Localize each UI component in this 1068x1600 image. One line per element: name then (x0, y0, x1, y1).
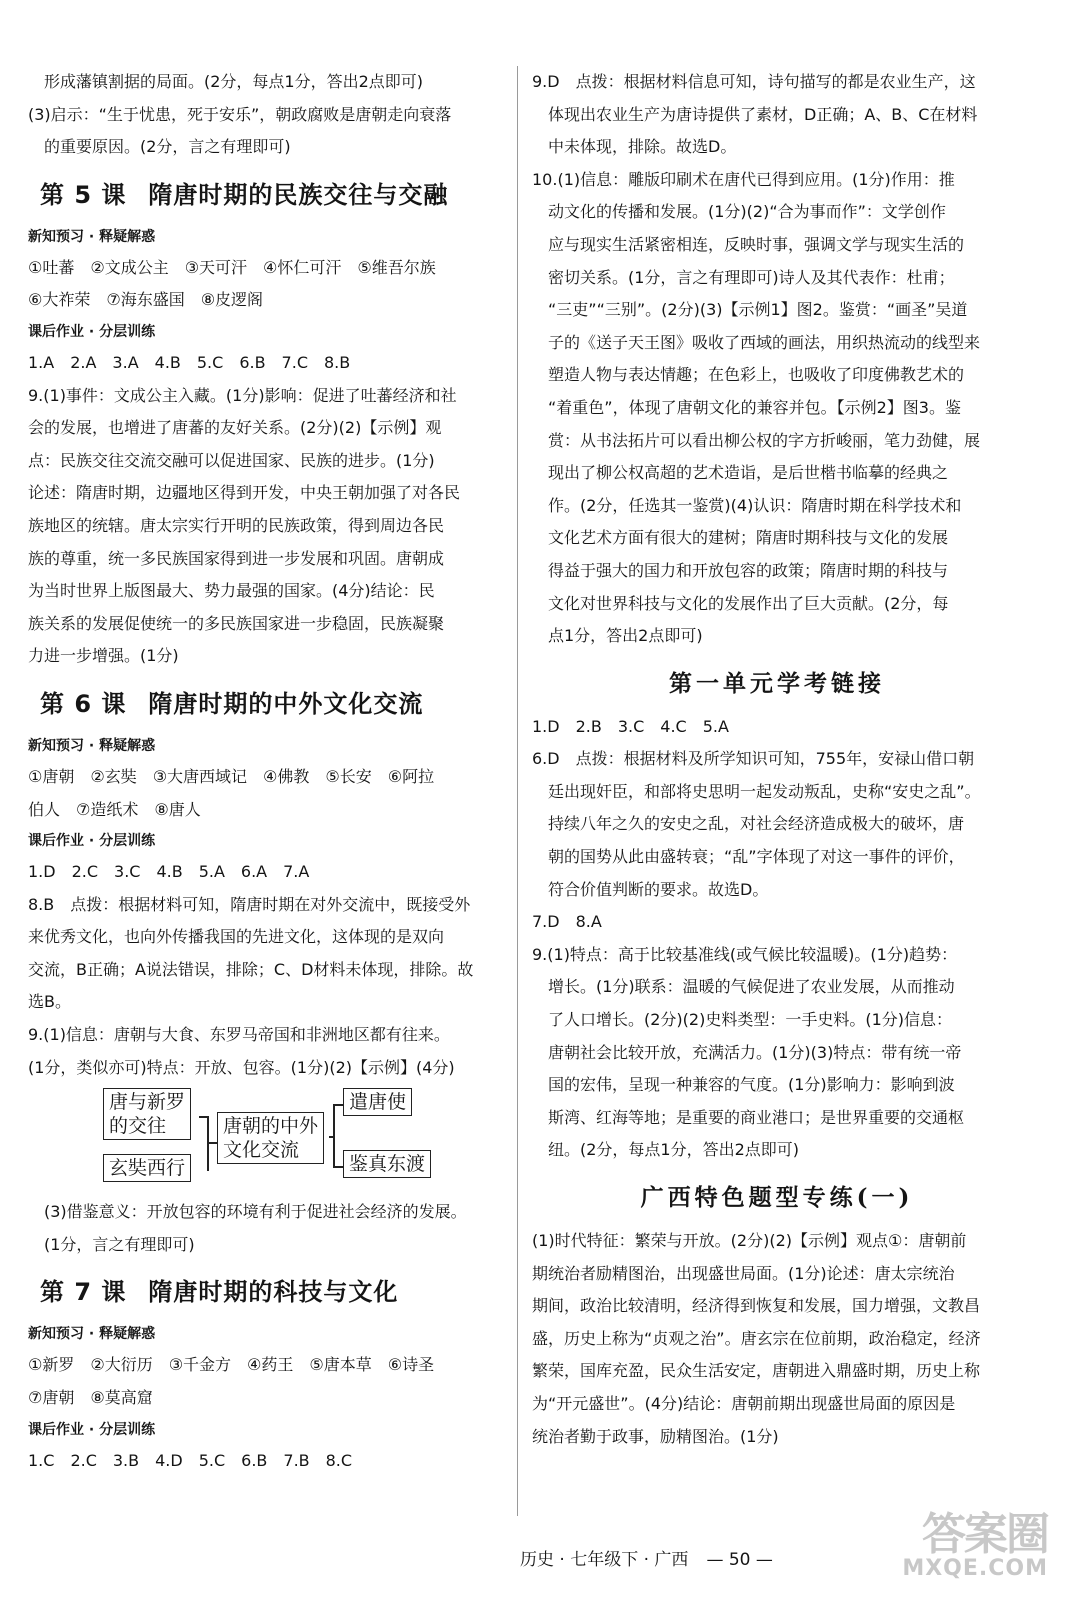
answer-line: 塑造人物与表达情趣；在色彩上，也吸收了印度佛教艺术的 (548, 365, 965, 385)
answer-line: 9.D 点拨：根据材料信息可知，诗句描写的都是农业生产，这 (532, 72, 976, 91)
answer-line: 为“开元盛世”。(4分)结论：唐朝前期出现盛世局面的原因是 (532, 1393, 956, 1413)
answer-line: 力进一步增强。(1分) (28, 646, 179, 666)
preview-line: ①唐朝 ②玄奘 ③大唐西域记 ④佛教 ⑤长安 ⑥阿拉 (28, 766, 435, 786)
answer-line: 会的发展，也增进了唐蕃的友好关系。(2分)(2)【示例】观 (28, 418, 442, 438)
intro-line: 形成藩镇割据的局面。(2分，每点1分，答出2点即可) (44, 72, 424, 91)
answer-line: 得益于强大的国力和开放包容的政策；隋唐时期的科技与 (548, 560, 949, 580)
answer-line: 中未体现，排除。故选D。 (548, 137, 737, 157)
answer-line: 为当时世界上版图最大、势力最强的国家。(4分)结论：民 (28, 581, 435, 601)
connector-line (333, 1166, 343, 1168)
lesson-title: 隋唐时期的科技与文化 (148, 1278, 399, 1307)
diagram-text: 的交往 (109, 1115, 167, 1138)
connector-line (333, 1104, 343, 1106)
answer-line: 纽。(2分，每点1分，答出2点即可) (548, 1140, 800, 1160)
connector-line (329, 1136, 335, 1138)
preview-line: ⑥大祚荣 ⑦海东盛国 ⑧皮逻阁 (28, 290, 264, 310)
answer-line: 族地区的统辖。唐太宗实行开明的民族政策，得到周边各民 (28, 515, 445, 535)
preview-line: ⑦唐朝 ⑧莫高窟 (28, 1388, 153, 1408)
lesson-6-heading (40, 687, 506, 721)
left-column (28, 66, 506, 1477)
lesson-title: 隋唐时期的民族交往与交融 (148, 180, 449, 209)
diagram-text: 玄奘西行 (109, 1157, 186, 1180)
answer-line: (3)借鉴意义：开放包容的环境有利于促进社会经济的发展。 (44, 1202, 467, 1222)
answer-line: “着重色”，体现了唐朝文化的兼容并包。【示例2】图3。鉴 (548, 397, 961, 417)
answer-line: 盛，历史上称为“贞观之治”。唐玄宗在位前期，政治稳定，经济 (532, 1328, 981, 1348)
answer-line: 9.(1)特点：高于比较基准线(或气候比较温暖)。(1分)趋势： (532, 944, 958, 964)
diagram-box-silla (103, 1088, 191, 1140)
answer-line: 1.D 2.C 3.C 4.B 5.A 6.A 7.A (28, 862, 310, 882)
cultural-exchange-diagram (103, 1086, 463, 1192)
answer-line: 族关系的发展促使统一的多民族国家进一步稳固，民族凝聚 (28, 613, 445, 633)
answer-line: 持续八年之久的安史之乱，对社会经济造成极大的破坏，唐 (548, 814, 965, 834)
answer-line: 期间，政治比较清明，经济得到恢复和发展，国力增强，文教昌 (532, 1296, 981, 1316)
answer-line: (1分，类似亦可)特点：开放、包容。(1分)(2)【示例】(4分) (28, 1057, 455, 1077)
answer-line: 斯湾、红海等地；是重要的商业港口；是世界重要的交通枢 (548, 1107, 965, 1127)
watermark-logo: 答案圈 (922, 1509, 1048, 1560)
answer-line: 论述：隋唐时期，边疆地区得到开发，中央王朝加强了对各民 (28, 483, 461, 503)
answer-line: 符合价值判断的要求。故选D。 (548, 879, 769, 899)
section-heading: 课后作业 · 分层训练 (28, 1421, 156, 1438)
intro-line: (3)启示：“生于忧患，死于安乐”，朝政腐败是唐朝走向衰落 (28, 104, 452, 124)
section-heading: 课后作业 · 分层训练 (28, 833, 156, 850)
answer-line: 10.(1)信息：雕版印刷术在唐代已得到应用。(1分)作用：推 (532, 169, 955, 189)
right-column (532, 66, 1022, 1453)
connector-line (207, 1142, 217, 1144)
section-heading: 新知预习 · 释疑解惑 (28, 737, 156, 754)
page-number: — 50 — (706, 1550, 773, 1570)
answer-line: 交流，B正确；A说法错误，排除；C、D材料未体现，排除。故 (28, 959, 474, 979)
lesson-7-heading (40, 1275, 506, 1309)
unit-1-heading: 第一单元学考链接 (669, 669, 885, 697)
answer-line: 文化艺术方面有很大的建树；隋唐时期科技与文化的发展 (548, 528, 949, 548)
answer-line: 6.D 点拨：根据材料及所学知识可知，755年，安禄山借口朝 (532, 749, 975, 769)
diagram-text: 遣唐使 (349, 1091, 407, 1114)
watermark (902, 1509, 1048, 1581)
lesson-title: 隋唐时期的中外文化交流 (148, 689, 424, 718)
diagram-box-jianzhen (343, 1150, 431, 1178)
answer-line: (1)时代特征：繁荣与开放。(2分)(2)【示例】观点①：唐朝前 (532, 1231, 967, 1250)
diagram-box-envoys (343, 1088, 412, 1116)
answer-line: 统治者勤于政事，励精图治。(1分) (532, 1426, 779, 1446)
answer-line: 体现出农业生产为唐诗提供了素材，D正确；A、B、C在材料 (548, 104, 978, 124)
preview-line: ①新罗 ②大衍历 ③千金方 ④药王 ⑤唐本草 ⑥诗圣 (28, 1355, 435, 1375)
answer-line: 现出了柳公权高超的艺术造诣，是后世楷书临摹的经典之 (548, 463, 949, 483)
answer-line: 1.D 2.B 3.C 4.C 5.A (532, 716, 729, 736)
answer-line: 点：民族交往交流交融可以促进国家、民族的进步。(1分) (28, 450, 435, 470)
answer-line: 族的尊重，统一多民族国家得到进一步发展和巩固。唐朝成 (28, 548, 445, 568)
section-heading: 新知预习 · 释疑解惑 (28, 228, 156, 245)
lesson-number: 第 6 课 (40, 689, 127, 718)
answer-line: 子的《送子天王图》吸收了西域的画法，用织热流动的线型来 (548, 332, 981, 352)
answer-line: 廷出现奸臣，和部将史思明一起发动叛乱，史称“安史之乱”。 (548, 781, 981, 801)
answer-line: 增长。(1分)联系：温暖的气候促进了农业发展，从而推动 (548, 977, 955, 997)
answer-line: 来优秀文化，也向外传播我国的先进文化，这体现的是双向 (28, 927, 445, 947)
answer-line: 9.(1)事件：文成公主入藏。(1分)影响：促进了吐蕃经济和社 (28, 385, 457, 405)
answer-line: 赏：从书法拓片可以看出柳公权的字方折峻丽，笔力劲健，展 (548, 430, 981, 450)
lesson-5-heading (40, 178, 506, 212)
diagram-text: 鉴真东渡 (349, 1153, 426, 1176)
diagram-box-xuanzang (103, 1154, 191, 1182)
section-heading: 新知预习 · 释疑解惑 (28, 1326, 156, 1343)
watermark-url: MXQE.COM (902, 1556, 1048, 1581)
answer-line: 繁荣，国库充盈，民众生活安定，唐朝进入鼎盛时期，历史上称 (532, 1361, 981, 1381)
diagram-box-center (217, 1112, 324, 1164)
answer-line: 应与现实生活紧密相连，反映时事，强调文学与现实生活的 (548, 234, 965, 254)
preview-line: 伯人 ⑦造纸术 ⑧唐人 (28, 799, 201, 819)
page-footer (520, 1545, 773, 1570)
footer-subject: 历史 · 七年级下 · 广西 (520, 1550, 689, 1570)
diagram-text: 唐与新罗 (109, 1091, 186, 1114)
lesson-number: 第 7 课 (40, 1278, 127, 1307)
answer-line: 1.A 2.A 3.A 4.B 5.C 6.B 7.C 8.B (28, 352, 351, 372)
answer-line: 8.B 点拨：根据材料可知，隋唐时期在对外交流中，既接受外 (28, 894, 471, 914)
connector-line (199, 1116, 209, 1118)
answer-line: 期统治者励精图治，出现盛世局面。(1分)论述：唐太宗统治 (532, 1263, 955, 1283)
answer-line: 朝的国势从此由盛转衰；“乱”字体现了对这一事件的评价， (548, 847, 965, 867)
answer-line: 了人口增长。(2分)(2)史料类型：一手史料。(1分)信息： (548, 1010, 952, 1030)
answer-line: 动文化的传播和发展。(1分)(2)“合为事而作”：文学创作 (548, 202, 946, 222)
answer-line: 唐朝社会比较开放，充满活力。(1分)(3)特点：带有统一帝 (548, 1042, 962, 1062)
answer-line: 1.C 2.C 3.B 4.D 5.C 6.B 7.B 8.C (28, 1450, 353, 1470)
special-practice-heading: 广西特色题型专练(一) (640, 1184, 914, 1211)
column-divider (517, 66, 518, 1516)
diagram-text: 文化交流 (223, 1139, 300, 1162)
answer-line: 文化对世界科技与文化的发展作出了巨大贡献。(2分，每 (548, 593, 949, 613)
intro-line: 的重要原因。(2分，言之有理即可) (44, 137, 291, 157)
lesson-number: 第 5 课 (40, 180, 127, 209)
answer-line: 9.(1)信息：唐朝与大食、东罗马帝国和非洲地区都有往来。 (28, 1025, 450, 1045)
answer-line: (1分，言之有理即可) (44, 1234, 195, 1254)
answer-line: 国的宏伟，呈现一种兼容的气度。(1分)影响力：影响到波 (548, 1075, 955, 1095)
diagram-text: 唐朝的中外 (223, 1115, 319, 1138)
answer-line: 作。(2分，任选其一鉴赏)(4)认识：隋唐时期在科学技术和 (548, 495, 962, 515)
answer-line: 7.D 8.A (532, 912, 602, 932)
answer-line: 密切关系。(1分，言之有理即可)诗人及其代表作：杜甫； (548, 267, 955, 287)
section-heading: 课后作业 · 分层训练 (28, 323, 156, 340)
answer-line: 选B。 (28, 992, 71, 1012)
preview-line: ①吐蕃 ②文成公主 ③天可汗 ④怀仁可汗 ⑤维吾尔族 (28, 257, 436, 277)
answer-line: 点1分，答出2点即可) (548, 626, 703, 646)
answer-line: “三吏”“三别”。(2分)(3)【示例1】图2。鉴赏：“画圣”吴道 (548, 300, 968, 320)
